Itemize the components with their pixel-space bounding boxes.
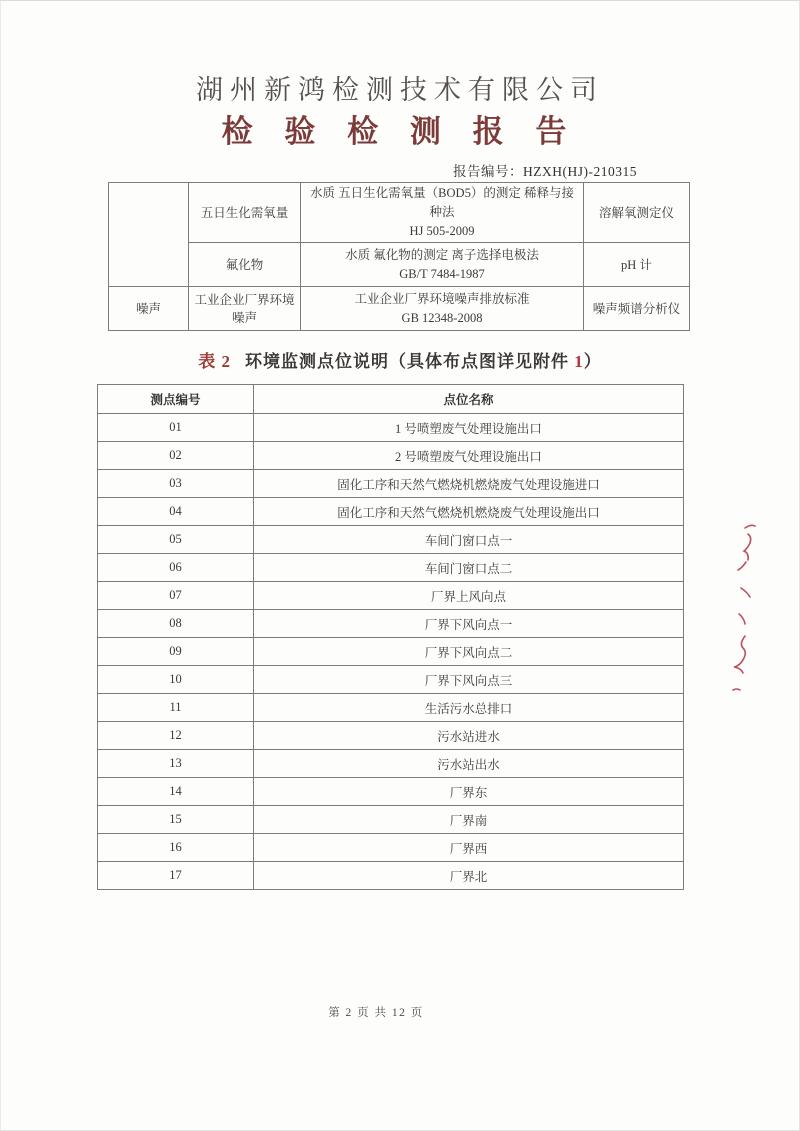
point-id-cell: 12 (98, 722, 254, 750)
point-name-cell: 厂界上风向点 (254, 582, 684, 610)
method-name: 水质 氟化物的测定 离子选择电极法 (345, 247, 539, 262)
method-standard: HJ 505-2009 (409, 224, 475, 238)
table2-title-close: ） (583, 352, 602, 371)
table-row (98, 442, 684, 470)
report-number-label: 报告编号： (453, 164, 523, 179)
table-row (98, 582, 684, 610)
parameter-cell: 氟化物 (189, 243, 301, 287)
method-name: 水质 五日生化需氧量（BOD5）的测定 稀释与接种法 (310, 186, 574, 219)
table-row (98, 834, 684, 862)
point-name-cell: 固化工序和天然气燃烧机燃烧废气处理设施进口 (254, 470, 684, 498)
report-number-line (453, 160, 637, 180)
table-row (98, 638, 684, 666)
point-name-cell: 车间门窗口点二 (254, 554, 684, 582)
methods-table-row (109, 243, 690, 287)
method-name: 工业企业厂界环境噪声排放标准 (354, 291, 530, 306)
methods-table-row (109, 183, 690, 243)
table2-title-attachment-number: 1 (574, 352, 584, 371)
monitoring-points-table-wrapper (97, 384, 684, 890)
table-row (98, 610, 684, 638)
table-row (98, 414, 684, 442)
point-id-cell: 05 (98, 526, 254, 554)
point-id-cell: 02 (98, 442, 254, 470)
methods-table (108, 182, 690, 331)
point-id-cell: 01 (98, 414, 254, 442)
point-name-cell: 厂界西 (254, 834, 684, 862)
point-name-cell: 生活污水总排口 (254, 694, 684, 722)
table-header-row (98, 385, 684, 414)
table2-title-number: 表 2 (198, 352, 231, 371)
point-name-cell: 厂界下风向点三 (254, 666, 684, 694)
methods-table-row (109, 287, 690, 331)
table2-title (0, 347, 800, 372)
instrument-cell: pH 计 (584, 243, 690, 287)
table-row (98, 806, 684, 834)
point-id-cell: 10 (98, 666, 254, 694)
instrument-cell: 溶解氧测定仪 (584, 183, 690, 243)
table-row (98, 498, 684, 526)
point-name-cell: 厂界下风向点一 (254, 610, 684, 638)
handwritten-red-ink-marks (715, 518, 775, 713)
point-name-cell: 厂界下风向点二 (254, 638, 684, 666)
method-cell (301, 183, 584, 243)
report-number-value: HZXH(HJ)-210315 (523, 164, 637, 179)
table2-title-text: 环境监测点位说明（具体布点图详见附件 (245, 352, 575, 371)
column-header-point-name: 点位名称 (254, 385, 684, 414)
point-id-cell: 03 (98, 470, 254, 498)
point-id-cell: 08 (98, 610, 254, 638)
table-row (98, 694, 684, 722)
column-header-point-id: 测点编号 (98, 385, 254, 414)
point-name-cell: 1 号喷塑废气处理设施出口 (254, 414, 684, 442)
method-standard: GB/T 7484-1987 (399, 266, 485, 281)
point-name-cell: 2 号喷塑废气处理设施出口 (254, 442, 684, 470)
parameter-cell: 五日生化需氧量 (189, 183, 301, 243)
point-id-cell: 04 (98, 498, 254, 526)
point-id-cell: 16 (98, 834, 254, 862)
point-name-cell: 厂界东 (254, 778, 684, 806)
point-name-cell: 厂界南 (254, 806, 684, 834)
monitoring-points-table (97, 384, 684, 890)
point-id-cell: 14 (98, 778, 254, 806)
category-cell (109, 183, 189, 287)
method-standard: GB 12348-2008 (401, 310, 483, 325)
point-name-cell: 污水站进水 (254, 722, 684, 750)
page-footer: 第 2 页 共 12 页 (328, 1007, 424, 1019)
table-row (98, 666, 684, 694)
table-row (98, 554, 684, 582)
point-id-cell: 17 (98, 862, 254, 890)
point-id-cell: 09 (98, 638, 254, 666)
methods-table-wrapper (108, 182, 689, 331)
method-cell (301, 287, 584, 331)
point-id-cell: 15 (98, 806, 254, 834)
parameter-cell: 工业企业厂界环境噪声 (189, 287, 301, 331)
point-name-cell: 固化工序和天然气燃烧机燃烧废气处理设施出口 (254, 498, 684, 526)
table-row (98, 750, 684, 778)
company-name: 湖州新鸿检测技术有限公司 (196, 75, 604, 105)
table-row (98, 778, 684, 806)
point-name-cell: 污水站出水 (254, 750, 684, 778)
point-id-cell: 13 (98, 750, 254, 778)
point-id-cell: 06 (98, 554, 254, 582)
point-name-cell: 厂界北 (254, 862, 684, 890)
report-title: 检 验 检 测 报 告 (221, 114, 579, 149)
category-cell: 噪声 (109, 287, 189, 331)
method-cell (301, 243, 584, 287)
table-row (98, 862, 684, 890)
point-name-cell: 车间门窗口点一 (254, 526, 684, 554)
table-row (98, 470, 684, 498)
table-row (98, 526, 684, 554)
instrument-cell: 噪声频谱分析仪 (584, 287, 690, 331)
point-id-cell: 07 (98, 582, 254, 610)
table-row (98, 722, 684, 750)
point-id-cell: 11 (98, 694, 254, 722)
